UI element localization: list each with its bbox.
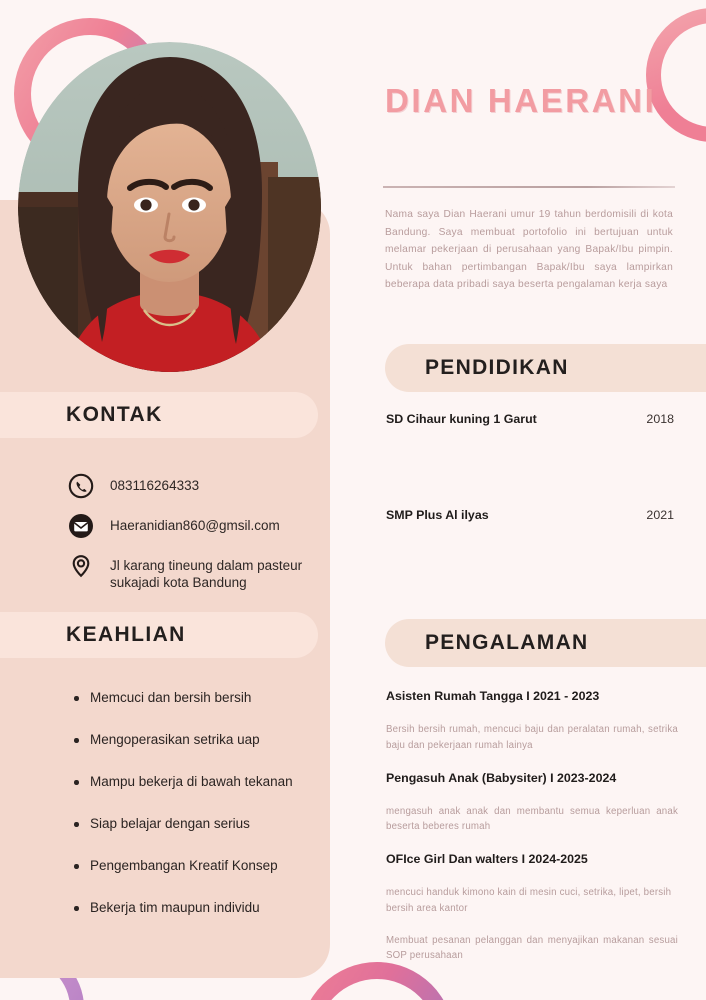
education-school: SMP Plus Al ilyas <box>386 508 489 522</box>
location-icon <box>68 553 94 579</box>
experience-description-extra: Membuat pesanan pelanggan dan menyajikan makanan sesuai SOP perusahaan <box>386 934 678 962</box>
keahlian-section-header <box>0 612 318 658</box>
pendidikan-title: PENDIDIKAN <box>425 356 569 379</box>
list-item: Mengoperasikan setrika uap <box>74 732 324 747</box>
pendidikan-section-header <box>385 344 706 392</box>
education-year: 2018 <box>646 412 674 426</box>
list-item: Memcuci dan bersih bersih <box>74 690 324 705</box>
experience-description: Bersih bersih rumah, mencuci baju dan peralatan rumah, setrika baju dan pekerjaan rumah lainya <box>386 724 678 751</box>
address-value: Jl karang tineung dalam pasteur sukajadi kota Bandung <box>110 558 303 591</box>
experience-description: mencuci handuk kimono kain di mesin cuci, setrika, lipet, bersih bersih area kantor <box>386 887 672 914</box>
contact-item-email[interactable] <box>68 513 318 539</box>
experience-description: mengasuh anak anak dan membantu semua keperluan anak beserta beberes rumah <box>386 805 678 833</box>
intro-paragraph: Nama saya Dian Haerani umur 19 tahun berdomisili di kota Bandung. Saya membuat portofolio ini bertujuan untuk melamar pekerjaan di perusahaan yang Bapak/Ibu pimpin. Untuk bahan pertimbangan Bapak/Ibu saya lampirkan beberapa data pribadi saya beserta pengalaman kerja saya <box>385 209 673 291</box>
list-item: Mampu bekerja di bawah tekanan <box>74 774 324 789</box>
kontak-section-header <box>0 392 318 438</box>
table-row <box>386 412 674 426</box>
contact-item-address[interactable] <box>68 553 318 592</box>
header-divider <box>383 186 675 188</box>
page-title: DIAN HAERANI <box>385 82 657 119</box>
experience-title: OFIce Girl Dan walters I 2024-2025 <box>386 852 588 867</box>
pengalaman-section-header <box>385 619 706 667</box>
phone-value: 083116264333 <box>110 478 200 493</box>
list-item <box>386 688 678 754</box>
contact-list <box>68 473 318 606</box>
education-list <box>386 412 674 604</box>
list-item <box>386 770 678 836</box>
skills-list <box>74 690 324 942</box>
list-item: Siap belajar dengan serius <box>74 816 324 831</box>
list-item: Bekerja tim maupun individu <box>74 900 324 915</box>
list-item: Pengembangan Kreatif Konsep <box>74 858 324 873</box>
experience-list <box>386 688 678 980</box>
email-value: Haeranidian860@gmsil.com <box>110 518 280 533</box>
right-column <box>330 0 706 1000</box>
email-icon <box>68 513 94 539</box>
keahlian-title: KEAHLIAN <box>66 623 186 646</box>
education-year: 2021 <box>646 508 674 522</box>
list-item <box>386 851 678 964</box>
education-school: SD Cihaur kuning 1 Garut <box>386 412 537 426</box>
phone-icon <box>68 473 94 499</box>
experience-title: Pengasuh Anak (Babysiter) I 2023-2024 <box>386 770 617 785</box>
contact-item-phone[interactable] <box>68 473 318 499</box>
kontak-title: KONTAK <box>66 403 163 426</box>
profile-photo <box>18 42 321 372</box>
pengalaman-title: PENGALAMAN <box>425 631 589 654</box>
table-row <box>386 508 674 522</box>
experience-title: Asisten Rumah Tangga I 2021 - 2023 <box>386 689 600 703</box>
